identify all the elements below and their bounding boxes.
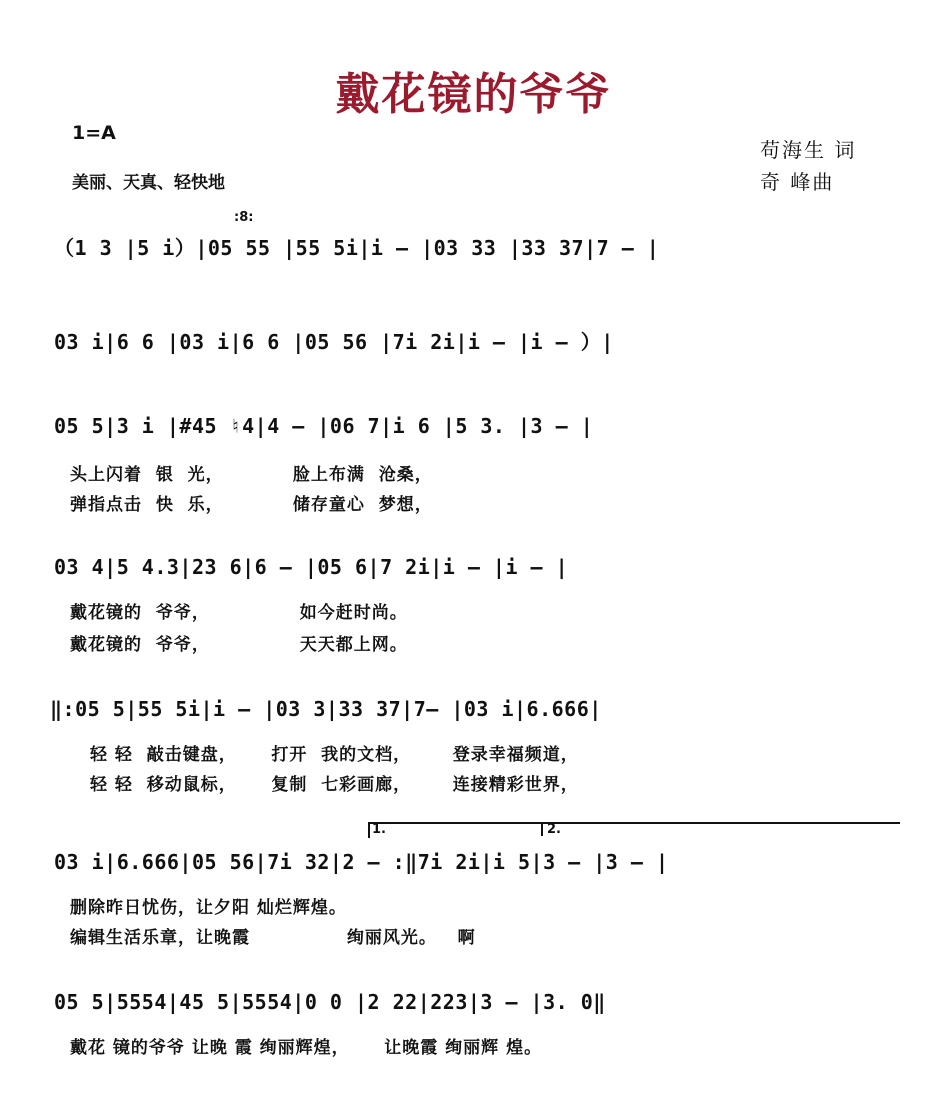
first-ending-bracket	[368, 822, 900, 838]
first-ending-label: 1.	[372, 822, 386, 837]
key-signature: 1=A	[72, 122, 116, 144]
segno-mark: :8:	[234, 210, 254, 225]
lyric-row-4-verse-2: 戴花镜的 爷爷， 天天都上网。	[70, 635, 408, 655]
lyric-row-6-verse-1: 删除昨日忧伤，让夕阳 灿烂辉煌。	[70, 898, 347, 918]
notation-row-6: 03 i|6.666|05 56|7i 32|2 – :‖7i 2i|i 5|3 – |3 – |	[54, 850, 669, 874]
song-title: 戴花镜的爷爷	[335, 69, 612, 120]
notation-row-5: ‖:05 5|55 5i|i – |03 3|33 37|7– |03 i|6.666|	[50, 697, 602, 721]
second-ending-label: 2.	[547, 822, 561, 837]
lyricist-credit: 苟海生 词	[760, 138, 857, 162]
notation-row-1: （1 3 |5 i）|05 55 |55 5i|i – |03 33 |33 37|7 – |	[54, 236, 660, 260]
notation-row-4: 03 4|5 4.3|23 6|6 – |05 6|7 2i|i – |i – |	[54, 555, 569, 579]
lyric-row-5-verse-1: 轻 轻 敲击键盘， 打开 我的文档， 登录幸福频道，	[90, 745, 579, 765]
lyric-row-3-verse-2: 弹指点击 快 乐， 储存童心 梦想，	[70, 495, 433, 515]
second-ending-bracket	[541, 822, 543, 836]
lyric-row-5-verse-2: 轻 轻 移动鼠标， 复制 七彩画廊， 连接精彩世界，	[90, 775, 579, 795]
notation-row-2: 03 i|6 6 |03 i|6 6 |05 56 |7i 2i|i – |i – ）|	[54, 330, 614, 354]
lyric-row-6-verse-2: 编辑生活乐章，让晚霞 绚丽风光。 啊	[70, 928, 476, 948]
notation-row-7: 05 5|5554|45 5|5554|0 0 |2 22|223|3 – |3. 0‖	[54, 990, 606, 1014]
lyric-row-3-verse-1: 头上闪着 银 光， 脸上布满 沧桑，	[70, 465, 433, 485]
lyric-row-7: 戴花 镜的爷爷 让晚 霞 绚丽辉煌， 让晚霞 绚丽辉 煌。	[70, 1038, 543, 1058]
tempo-marking: 美丽、天真、轻快地	[72, 173, 225, 193]
composer-credit: 奇 峰曲	[760, 170, 835, 194]
lyric-row-4-verse-1: 戴花镜的 爷爷， 如今赶时尚。	[70, 603, 408, 623]
notation-row-3: 05 5|3 i |#45 ♮4|4 – |06 7|i 6 |5 3. |3 – |	[54, 414, 594, 438]
